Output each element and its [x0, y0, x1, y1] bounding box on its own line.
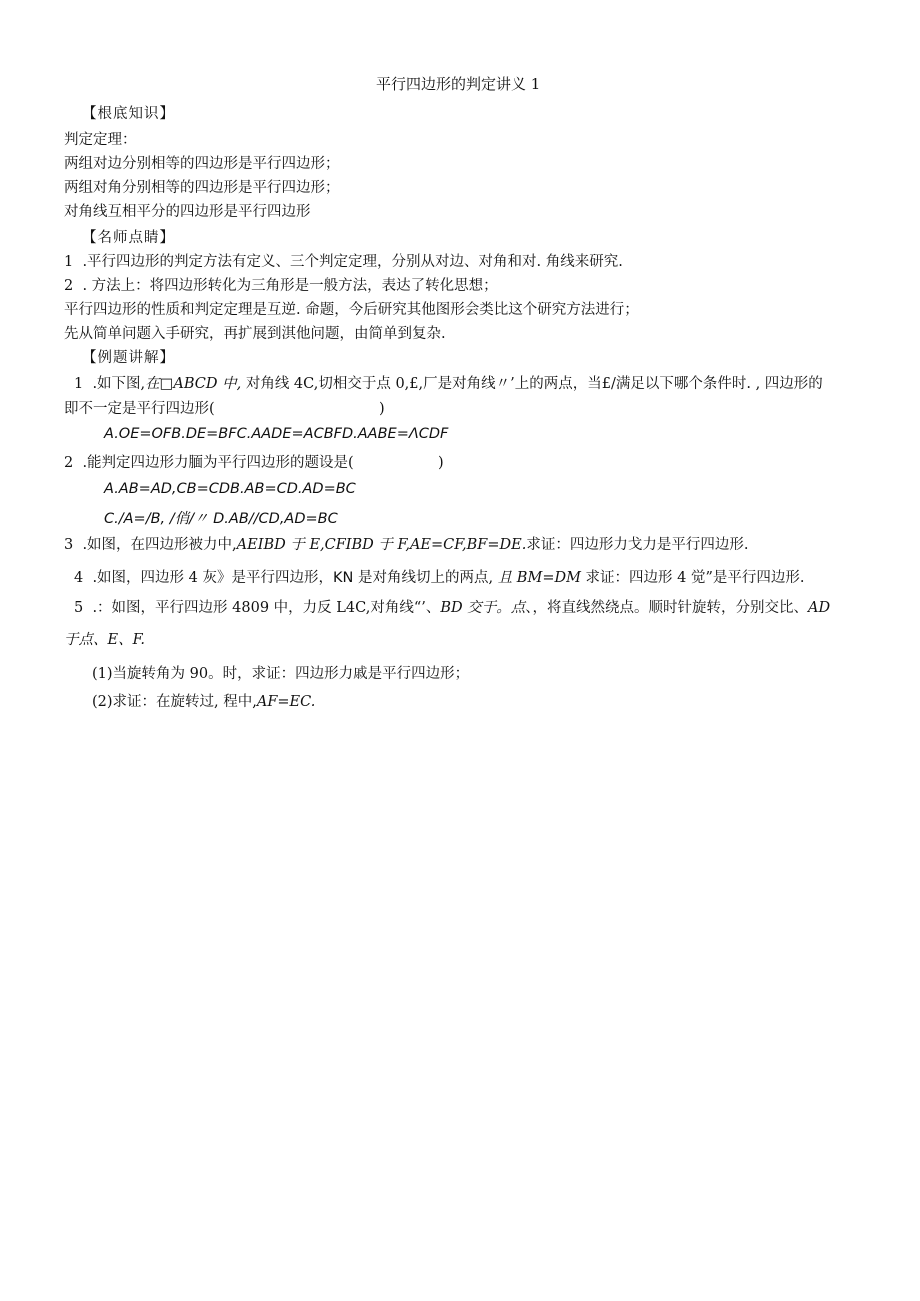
question-5-sub-2-text: (2)求证：在旋转过, 程中,: [92, 694, 257, 710]
section-heading-tips: 【名师点睛】: [82, 230, 175, 246]
question-2-options-1: A.AB=AD,CB=CDB.AB=CD.AD=BC: [104, 481, 356, 497]
question-2-line-1: [64, 453, 354, 473]
question-3-stem-c: 求证：四边形力戈力是平行四边形.: [526, 537, 749, 553]
question-1-answer-blank-close: ): [379, 401, 385, 417]
question-1-number: 1: [74, 376, 93, 392]
knowledge-line-4: 对角线互相平分的四边形是平行四边形: [64, 204, 311, 220]
document-title: 平行四边形的判定讲义 1: [376, 75, 541, 93]
question-4-number: 4: [74, 570, 93, 586]
question-4-stem-d: 且 BM=DM: [493, 570, 586, 586]
question-3-line-1: [64, 535, 748, 555]
question-4-stem-c: 是对角线切上的两点,: [353, 570, 494, 586]
question-2-option-c: C.∕A=∕B, /俏/〃: [104, 511, 209, 527]
question-5-sub-1: (1)当旋转角为 90。时，求证：四边形力戚是平行四边形；: [92, 666, 470, 682]
question-3-number: 3: [64, 537, 83, 553]
question-1-stem-c: 对角线 4C,切相交于点 0,£,厂是对角线〃’上的两点，当£/满足以下哪个条件时. , 四边形的: [241, 376, 823, 392]
section-heading-examples: 【例题讲解】: [82, 350, 175, 366]
question-5-stem-b: BD 交于。点: [440, 600, 526, 616]
question-1-stem-b: 在□ABCD 中,: [145, 376, 242, 392]
section-heading-knowledge: 【根底知识】: [82, 106, 175, 122]
question-5-stem-a: .：如图，平行四边形 4809 中，力反 L4C,对角线“’、: [92, 600, 441, 616]
question-3-stem-b: AEIBD 于 E,CFIBD 于 F,AE=CF,BF=DE.: [236, 537, 527, 553]
question-5-line-1: [74, 598, 830, 618]
question-2-number: 2: [64, 455, 83, 471]
question-5-sub-2: [92, 692, 315, 712]
knowledge-line-1: 判定定理：: [64, 132, 137, 148]
knowledge-line-3: 两组对角分别相等的四边形是平行四边形；: [64, 180, 340, 196]
question-2-option-d: D.AB//CD,AD=BC: [208, 511, 338, 527]
tips-line-3: 平行四边形的性质和判定定理是互逆. 命题，今后研究其他图形会类比这个研究方法进行；: [64, 302, 639, 318]
question-5-stem-d: AD: [808, 600, 831, 616]
question-1-line-2: 即不一定是平行四边形(: [64, 401, 215, 417]
question-1-stem-a: .如下图,: [92, 376, 146, 392]
question-5-sub-2-formula: AF=EC.: [256, 694, 316, 710]
question-4-line-1: [74, 568, 805, 588]
question-2-options-2: [104, 509, 338, 529]
question-2-answer-blank-close: ): [438, 455, 444, 471]
knowledge-line-2: 两组对边分别相等的四边形是平行四边形；: [64, 156, 340, 172]
question-4-stem-b: KN: [333, 570, 354, 586]
question-2-stem: .能判定四边形力腼为平行四边形的题设是(: [82, 455, 354, 471]
question-5-line-2: 于点、E、F.: [64, 632, 145, 648]
question-1-options: A.OE=OFB.DE=BFC.AADE=ACBFD.AABE=ΛCDF: [104, 426, 449, 442]
tips-line-1: 1 .平行四边形的判定方法有定义、三个判定定理，分别从对边、对角和对. 角线来研究.: [64, 254, 623, 270]
tips-line-2: 2 . 方法上：将四边形转化为三角形是一般方法，表达了转化思想；: [64, 278, 498, 294]
tips-line-4: 先从简单问题入手研究，再扩展到淇他问题，由简单到复杂.: [64, 326, 446, 342]
question-5-stem-c: 、，将直线然绕点。顺时针旋转，分别交比、: [525, 600, 808, 616]
question-4-stem-e: 求证：四边形 4 觉”是平行四边形.: [585, 570, 805, 586]
question-5-number: 5: [74, 600, 93, 616]
question-4-stem-a: .如图，四边形 4 灰》是平行四边形，: [92, 570, 334, 586]
question-3-stem-a: .如图，在四边形被力中,: [82, 537, 237, 553]
question-1-line-1: [74, 374, 823, 394]
